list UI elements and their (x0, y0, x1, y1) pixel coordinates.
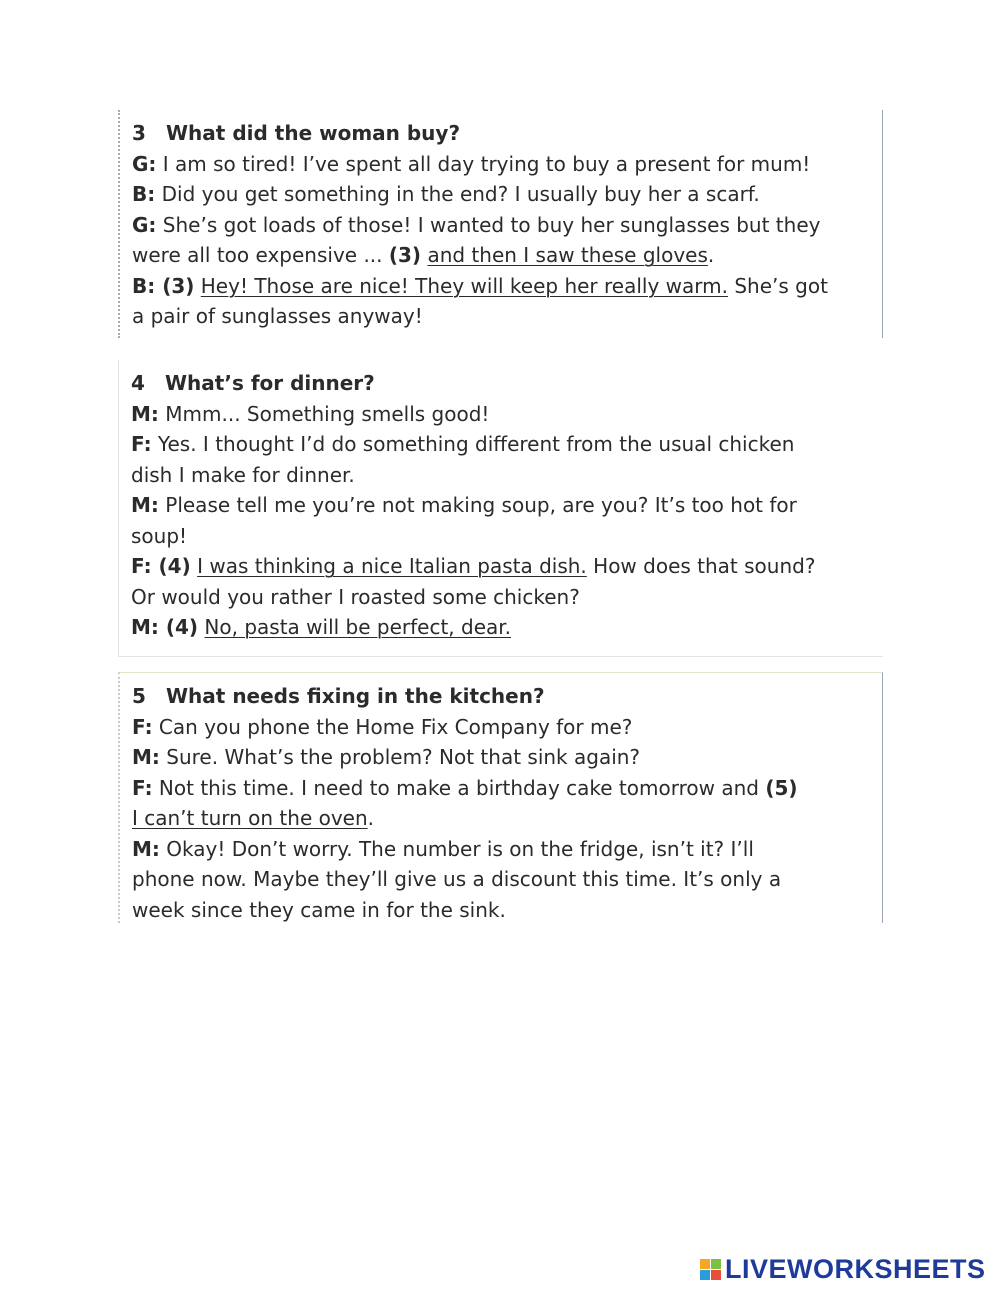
speaker-label: F: (132, 714, 153, 739)
dialogue-line (132, 210, 828, 241)
speaker-label: M: (4) (131, 615, 199, 639)
speaker-label: F: (4) (131, 554, 191, 578)
dialogue-line (132, 240, 828, 271)
speaker-label: M: (132, 836, 160, 861)
dialogue-line (131, 399, 815, 430)
speaker-label: M: (132, 745, 160, 769)
question-text: What’s for dinner? (165, 371, 375, 395)
speaker-label: G: (132, 151, 157, 176)
section-4-panel (118, 360, 883, 657)
speaker-label: B: (132, 182, 156, 206)
dialogue-line (131, 551, 815, 582)
speaker-label: F: (131, 432, 152, 456)
underlined-answer: and then I saw these gloves (427, 243, 708, 267)
section-3-content (132, 118, 828, 332)
dialogue-text: . (707, 243, 715, 267)
dialogue-line (132, 712, 798, 743)
dialogue-line (132, 742, 798, 773)
dialogue-line (132, 179, 828, 210)
answer-marker: (3) (388, 243, 422, 267)
section-4-dialogue (131, 399, 815, 643)
section-5-question (132, 681, 798, 712)
logo-block (711, 1259, 721, 1269)
question-number: 4 (131, 371, 145, 395)
question-number: 3 (132, 121, 146, 145)
dialogue-line (132, 149, 828, 180)
dialogue-text: Did you get something in the end? I usually buy her a scarf. (155, 182, 760, 206)
speaker-label: B: (3) (132, 273, 195, 298)
dialogue-text: She’s got (727, 273, 828, 298)
section-3-dialogue (132, 149, 828, 332)
dialogue-text: Okay! Don’t worry. The number is on the fridge, isn’t it? I’ll (159, 836, 754, 861)
dialogue-text: week since they came in for the sink. (132, 897, 506, 922)
dialogue-line (131, 521, 815, 552)
section-5-panel (118, 672, 883, 923)
dialogue-line (132, 301, 828, 332)
dialogue-text: I am so tired! I’ve spent all day trying to buy a present for mum! (156, 151, 811, 176)
dialogue-line (132, 864, 798, 895)
dialogue-line (132, 803, 798, 834)
section-3-question (132, 118, 828, 149)
dialogue-line (132, 773, 798, 804)
dialogue-text: Please tell me you’re not making soup, are you? It’s too hot for (158, 493, 797, 517)
dialogue-text: a pair of sunglasses anyway! (132, 304, 423, 328)
speaker-label: F: (132, 775, 153, 800)
speaker-label: M: (131, 401, 159, 426)
dialogue-line (132, 895, 798, 924)
liveworksheets-logo[interactable] (700, 1255, 986, 1283)
section-5-dialogue (132, 712, 798, 924)
dialogue-text: phone now. Maybe they’ll give us a discount this time. It’s only a (132, 867, 782, 891)
speaker-label: M: (131, 493, 159, 517)
dialogue-text: Can you phone the Home Fix Company for me? (152, 714, 633, 739)
logo-block (700, 1270, 710, 1280)
dialogue-text: . (367, 806, 375, 830)
dialogue-text: Yes. I thought I’d do something different from the usual chicken (151, 432, 795, 456)
logo-text: LIVEWORKSHEETS (725, 1253, 986, 1284)
dialogue-line (131, 612, 815, 643)
dialogue-text: Not this time. I need to make a birthday cake tomorrow and (152, 775, 766, 800)
question-text: What needs fixing in the kitchen? (166, 684, 545, 708)
dialogue-line (131, 490, 815, 521)
dialogue-line (131, 460, 815, 491)
logo-blocks-icon (700, 1259, 721, 1280)
question-text: What did the woman buy? (166, 121, 461, 145)
dialogue-text: Mmm... Something smells good! (158, 401, 490, 426)
underlined-answer: No, pasta will be perfect, dear. (204, 615, 512, 639)
section-5-content (132, 681, 798, 923)
dialogue-text: dish I make for dinner. (131, 462, 355, 487)
dialogue-line (132, 834, 798, 865)
underlined-answer: I can’t turn on the oven (132, 806, 368, 830)
logo-block (700, 1259, 710, 1269)
dialogue-text: Or would you rather I roasted some chicken? (131, 584, 580, 609)
underlined-answer: Hey! Those are nice! They will keep her really warm. (200, 273, 728, 298)
dialogue-line (131, 582, 815, 613)
dialogue-text: were all too expensive ... (132, 243, 389, 267)
dialogue-text: Sure. What’s the problem? Not that sink again? (159, 745, 641, 769)
section-3-panel (118, 110, 883, 338)
speaker-label: G: (132, 212, 157, 237)
question-number: 5 (132, 684, 146, 708)
underlined-answer: I was thinking a nice Italian pasta dish. (197, 554, 587, 578)
section-4-content (131, 368, 815, 643)
dialogue-text: How does that sound? (586, 554, 816, 578)
section-4-question (131, 368, 815, 399)
dialogue-line (132, 271, 828, 302)
dialogue-line (131, 429, 815, 460)
answer-marker: (5) (765, 775, 798, 800)
dialogue-text: She’s got loads of those! I wanted to buy her sunglasses but they (156, 212, 821, 237)
dialogue-text: soup! (131, 523, 188, 548)
logo-block (711, 1270, 721, 1280)
